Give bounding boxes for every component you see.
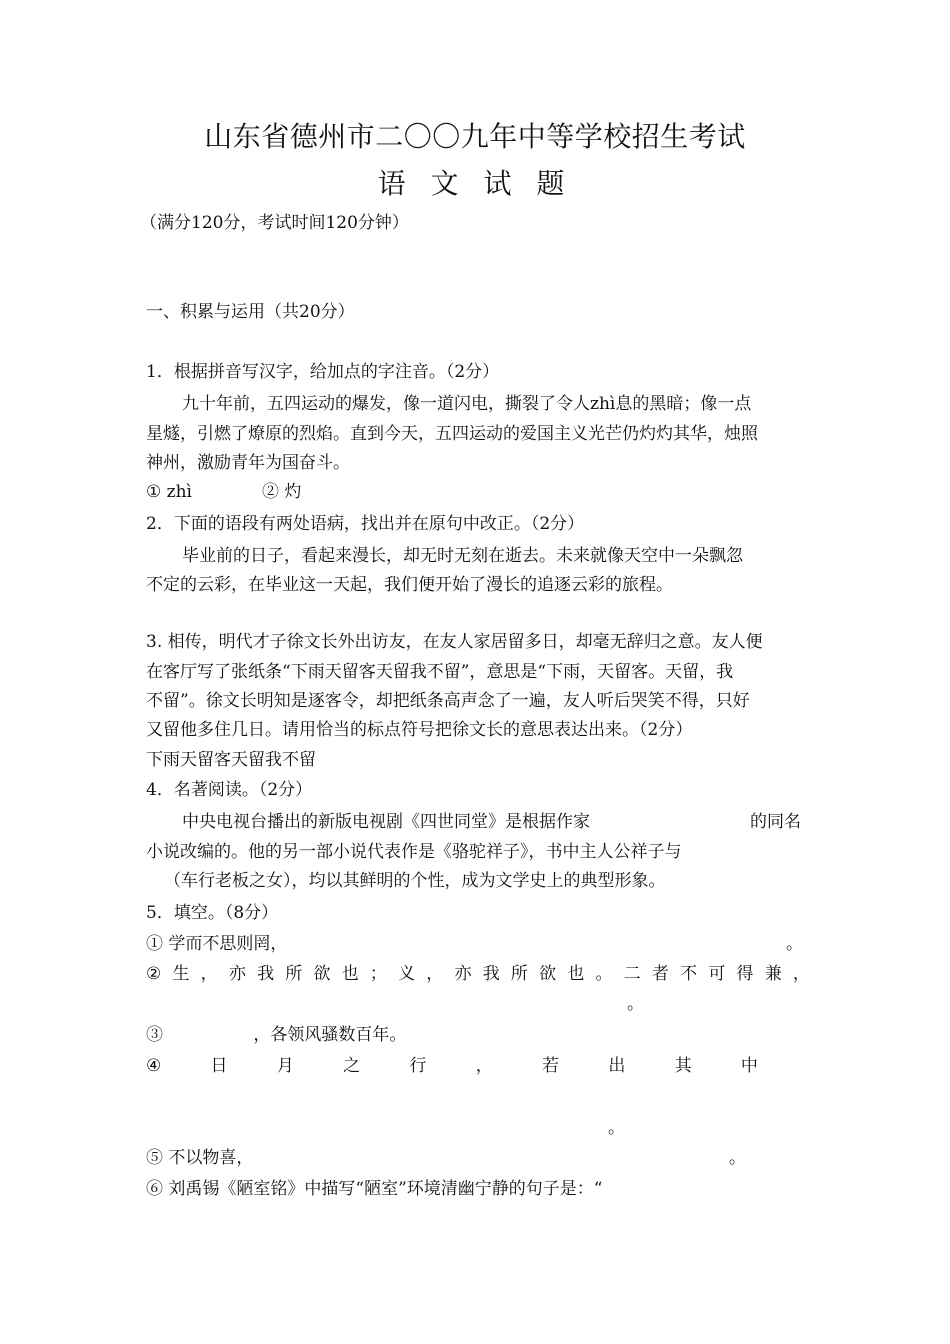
question-4-text-line: （车行老板之女），均以其鲜明的个性，成为文学史上的典型形象。 [164, 871, 666, 891]
question-4-text-line: 中央电视台播出的新版电视剧《四世同堂》是根据作家 [182, 812, 590, 832]
fill-item-2-char: 欲 [313, 964, 331, 984]
fill-item-2-char: 欲 [539, 964, 557, 984]
fill-item-4-char: 中 [740, 1056, 758, 1076]
fill-item-4-char: ， [475, 1056, 493, 1076]
fill-item-2-char: 不 [680, 964, 698, 984]
fill-item-2-char: 义 [398, 964, 416, 984]
question-5-prompt: 5．填空。（8分） [146, 903, 279, 923]
fill-item-4-char: 其 [674, 1056, 692, 1076]
score-time-note: （满分120分，考试时间120分钟） [140, 213, 409, 233]
question-1-text-line: 星燧，引燃了燎原的烈焰。直到今天，五四运动的爱国主义光芒仍灼灼其华，烛照 [146, 424, 758, 444]
fill-item-2-char: 我 [482, 964, 500, 984]
fill-item-2-char: 也 [341, 964, 359, 984]
question-4-prompt: 4．名著阅读。（2分） [146, 780, 313, 800]
question-3-text-line: 在客厅写了张纸条“下雨天留客天留我不留”，意思是“下雨，天留客。天留，我 [146, 662, 734, 682]
fill-item-2-char: 亦 [454, 964, 472, 984]
fill-item-2-char: 二 [623, 964, 641, 984]
fill-item-4-char: 日 [210, 1056, 228, 1076]
fill-item-5: ⑤ 不以物喜， [146, 1148, 254, 1168]
fill-item-2-char: 者 [651, 964, 669, 984]
question-3-text-line: 不留”。徐文长明知是逐客令，却把纸条高声念了一遍，友人听后哭笑不得，只好 [146, 691, 750, 711]
fill-item-2-char: 兼 [764, 964, 782, 984]
fill-item-5-period: 。 [729, 1148, 746, 1168]
fill-item-4-char: 月 [276, 1056, 294, 1076]
fill-item-2-char: 生 [172, 964, 190, 984]
fill-item-2 [146, 963, 810, 985]
fill-item-6: ⑥ 刘禹锡《陋室铭》中描写“陋室”环境清幽宁静的句子是：“ [146, 1179, 603, 1199]
fill-item-4-char: 若 [542, 1056, 560, 1076]
question-3-text-line: 3. 相传，明代才子徐文长外出访友，在友人家居留多日，却毫无辞归之意。友人便 [146, 632, 763, 652]
fill-item-2-char: ， [200, 964, 218, 984]
fill-item-2-char: 所 [285, 964, 303, 984]
question-1-text-line: 九十年前，五四运动的爆发，像一道闪电，撕裂了令人zhì息的黑暗；像一点 [182, 394, 752, 414]
fill-item-2-char: 可 [708, 964, 726, 984]
question-2-text-line: 毕业前的日子，看起来漫长，却无时无刻在逝去。未来就像天空中一朵飘忽 [182, 546, 743, 566]
exam-subtitle: 语 文 试 题 [377, 167, 573, 200]
fill-item-4-char: 出 [608, 1056, 626, 1076]
question-1-text-line: 神州，激励青年为国奋斗。 [146, 453, 350, 473]
question-1-answer-1: ① zhì [146, 482, 192, 502]
question-1-answer-2: ② 灼 [262, 482, 302, 502]
fill-item-2-char: 得 [736, 964, 754, 984]
fill-item-3: ③ ，各领风骚数百年。 [146, 1025, 407, 1045]
fill-item-2-char: 我 [257, 964, 275, 984]
fill-item-1: ① 学而不思则罔， [146, 934, 288, 954]
section-heading: 一、积累与运用（共20分） [146, 302, 355, 322]
question-4-text-line-end: 的同名 [750, 812, 801, 832]
fill-item-2-char: ， [426, 964, 444, 984]
exam-title: 山东省德州市二〇〇九年中等学校招生考试 [204, 120, 746, 153]
question-2-text-line: 不定的云彩，在毕业这一天起，我们便开始了漫长的追逐云彩的旅程。 [146, 575, 673, 595]
fill-item-4-char: 之 [343, 1056, 361, 1076]
fill-item-4-char: 行 [409, 1056, 427, 1076]
question-3-sentence: 下雨天留客天留我不留 [146, 750, 316, 770]
question-4-text-line: 小说改编的。他的另一部小说代表作是《骆驼祥子》，书中主人公祥子与 [146, 842, 682, 862]
fill-item-4 [146, 1055, 758, 1077]
fill-item-2-char: ② [146, 964, 162, 984]
fill-item-2-char: 也 [567, 964, 585, 984]
fill-item-2-char: 。 [595, 964, 613, 984]
question-1-prompt: 1．根据拼音写汉字，给加点的字注音。（2分） [146, 362, 500, 382]
fill-item-2-period: 。 [627, 994, 644, 1014]
fill-item-4-period: 。 [608, 1118, 625, 1138]
fill-item-1-period: 。 [786, 934, 803, 954]
question-2-prompt: 2．下面的语段有两处语病，找出并在原句中改正。（2分） [146, 514, 585, 534]
fill-item-4-char: ④ [146, 1056, 162, 1076]
fill-item-2-char: ； [369, 964, 387, 984]
fill-item-2-char: 所 [510, 964, 528, 984]
fill-item-2-char: ， [792, 964, 810, 984]
fill-item-2-char: 亦 [228, 964, 246, 984]
question-3-text-line: 又留他多住几日。请用恰当的标点符号把徐文长的意思表达出来。（2分） [146, 720, 693, 740]
